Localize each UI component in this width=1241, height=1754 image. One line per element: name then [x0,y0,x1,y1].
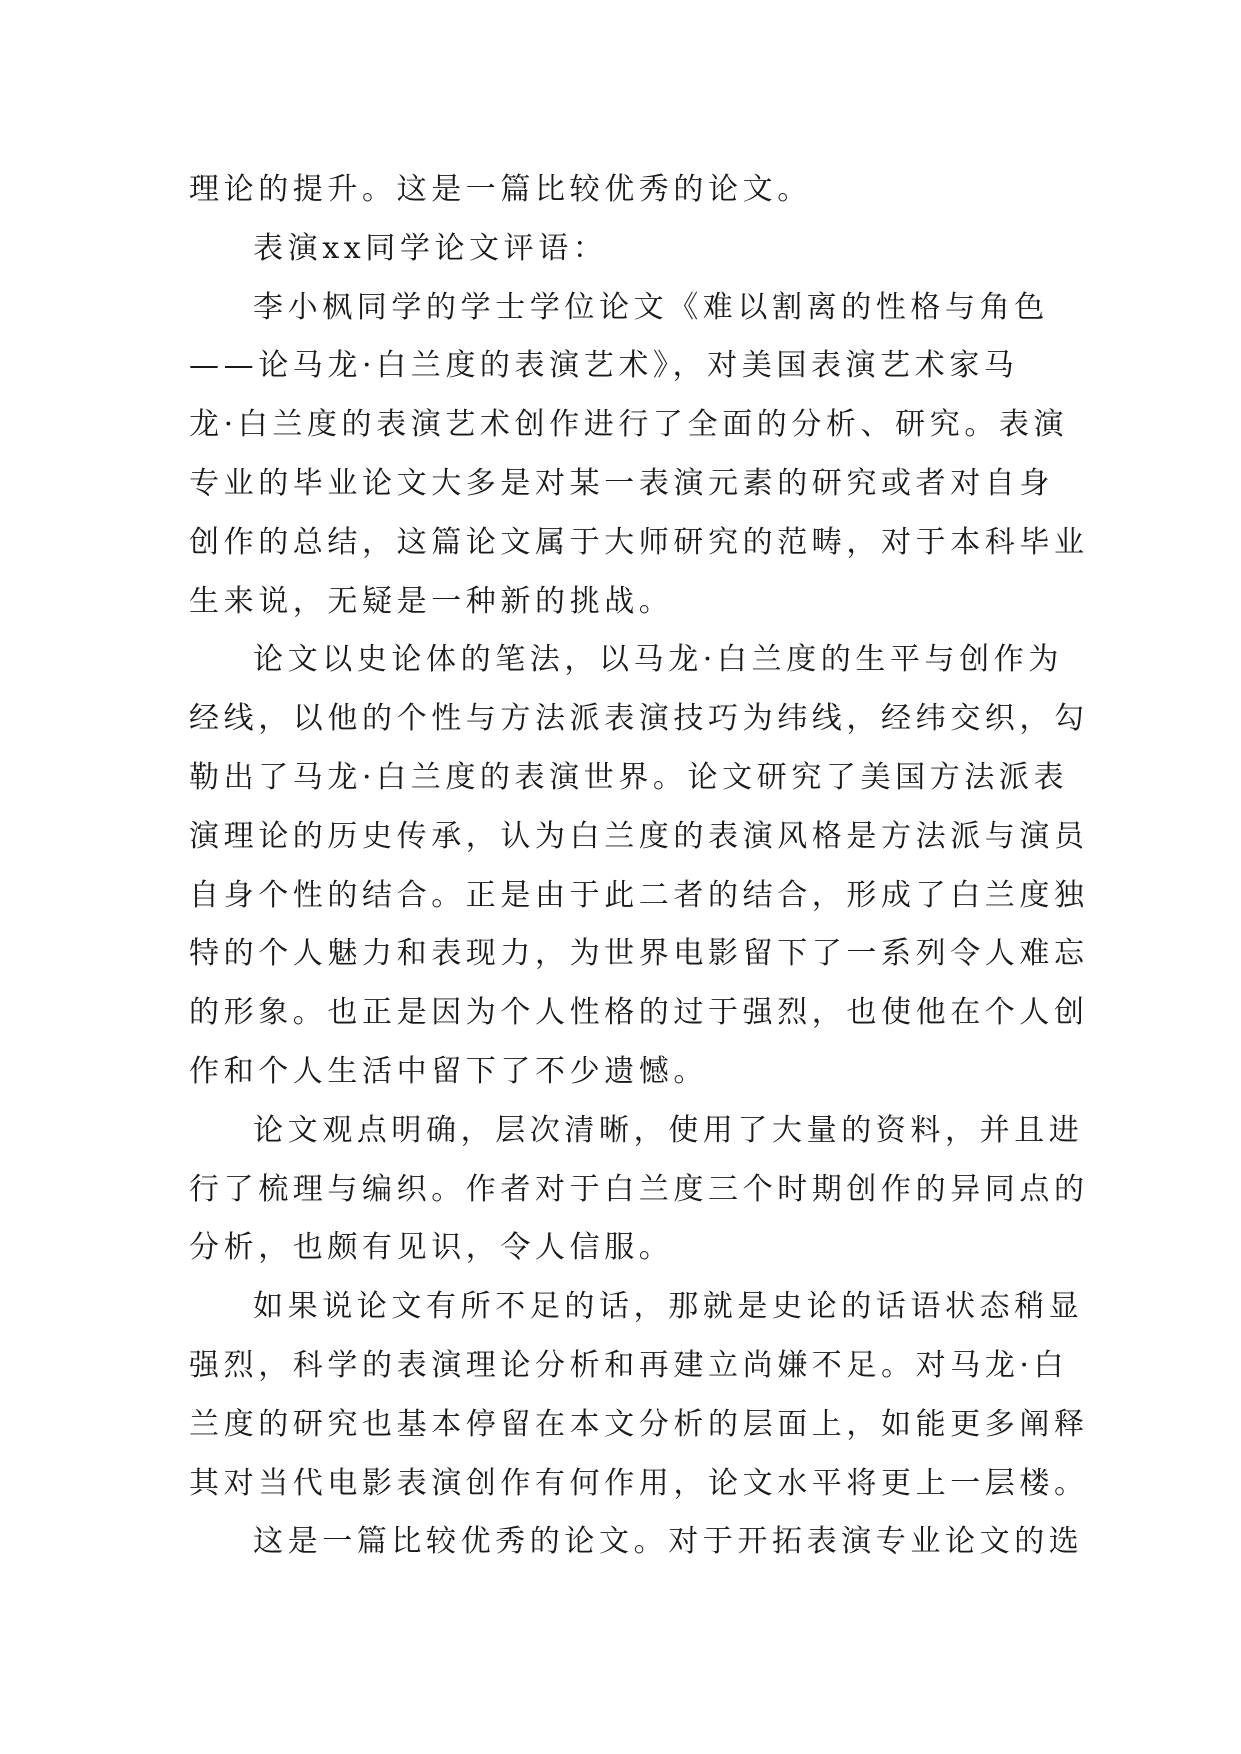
text-line: 论文以史论体的笔法，以马龙·白兰度的生平与创作为 [253,642,1063,678]
text-line: 李小枫同学的学士学位论文《难以割离的性格与角色 [253,289,1049,325]
text-line: 行了梳理与编织。作者对于白兰度三个时期创作的异同点的 [189,1171,1089,1207]
text-line: 强烈，科学的表演理论分析和再建立尚嫌不足。对马龙·白 [189,1347,1069,1383]
text-line: 专业的毕业论文大多是对某一表演元素的研究或者对自身 [189,465,1054,501]
document-body [189,161,1089,1572]
text-line: 分析，也颇有见识，令人信服。 [189,1230,674,1266]
text-line: 特的个人魅力和表现力，为世界电影留下了一系列令人难忘 [189,936,1089,972]
text-line: ——论马龙·白兰度的表演艺术》，对美国表演艺术家马 [189,348,1019,384]
text-line: 论文观点明确，层次清晰，使用了大量的资料，并且进 [253,1112,1084,1148]
text-line: 创作的总结，这篇论文属于大师研究的范畴，对于本科毕业 [189,524,1089,560]
text-line: 自身个性的结合。正是由于此二者的结合，形成了白兰度独 [189,877,1089,913]
text-line: 理论的提升。这是一篇比较优秀的论文。 [189,172,812,207]
text-line: 勒出了马龙·白兰度的表演世界。论文研究了美国方法派表 [189,759,1069,795]
text-line: 经线，以他的个性与方法派表演技巧为纬线，经纬交织，勾 [189,701,1089,737]
text-line: 的形象。也正是因为个人性格的过于强烈，也使他在个人创 [189,995,1089,1031]
text-line: 作和个人生活中留下了不少遗憾。 [189,1053,708,1089]
text-line: 龙·白兰度的表演艺术创作进行了全面的分析、研究。表演 [189,407,1069,443]
text-line: 如果说论文有所不足的话，那就是史论的话语状态稍显 [253,1289,1084,1325]
text-line: 兰度的研究也基本停留在本文分析的层面上，如能更多阐释 [189,1406,1089,1442]
text-line: 表演xx同学论文评语： [253,230,608,266]
text-line: 生来说，无疑是一种新的挑战。 [189,583,674,619]
text-line: 演理论的历史传承，认为白兰度的表演风格是方法派与演员 [189,818,1089,854]
text-line: 其对当代电影表演创作有何作用，论文水平将更上一层楼。 [189,1465,1089,1501]
text-line: 这是一篇比较优秀的论文。对于开拓表演专业论文的选 [253,1524,1084,1560]
